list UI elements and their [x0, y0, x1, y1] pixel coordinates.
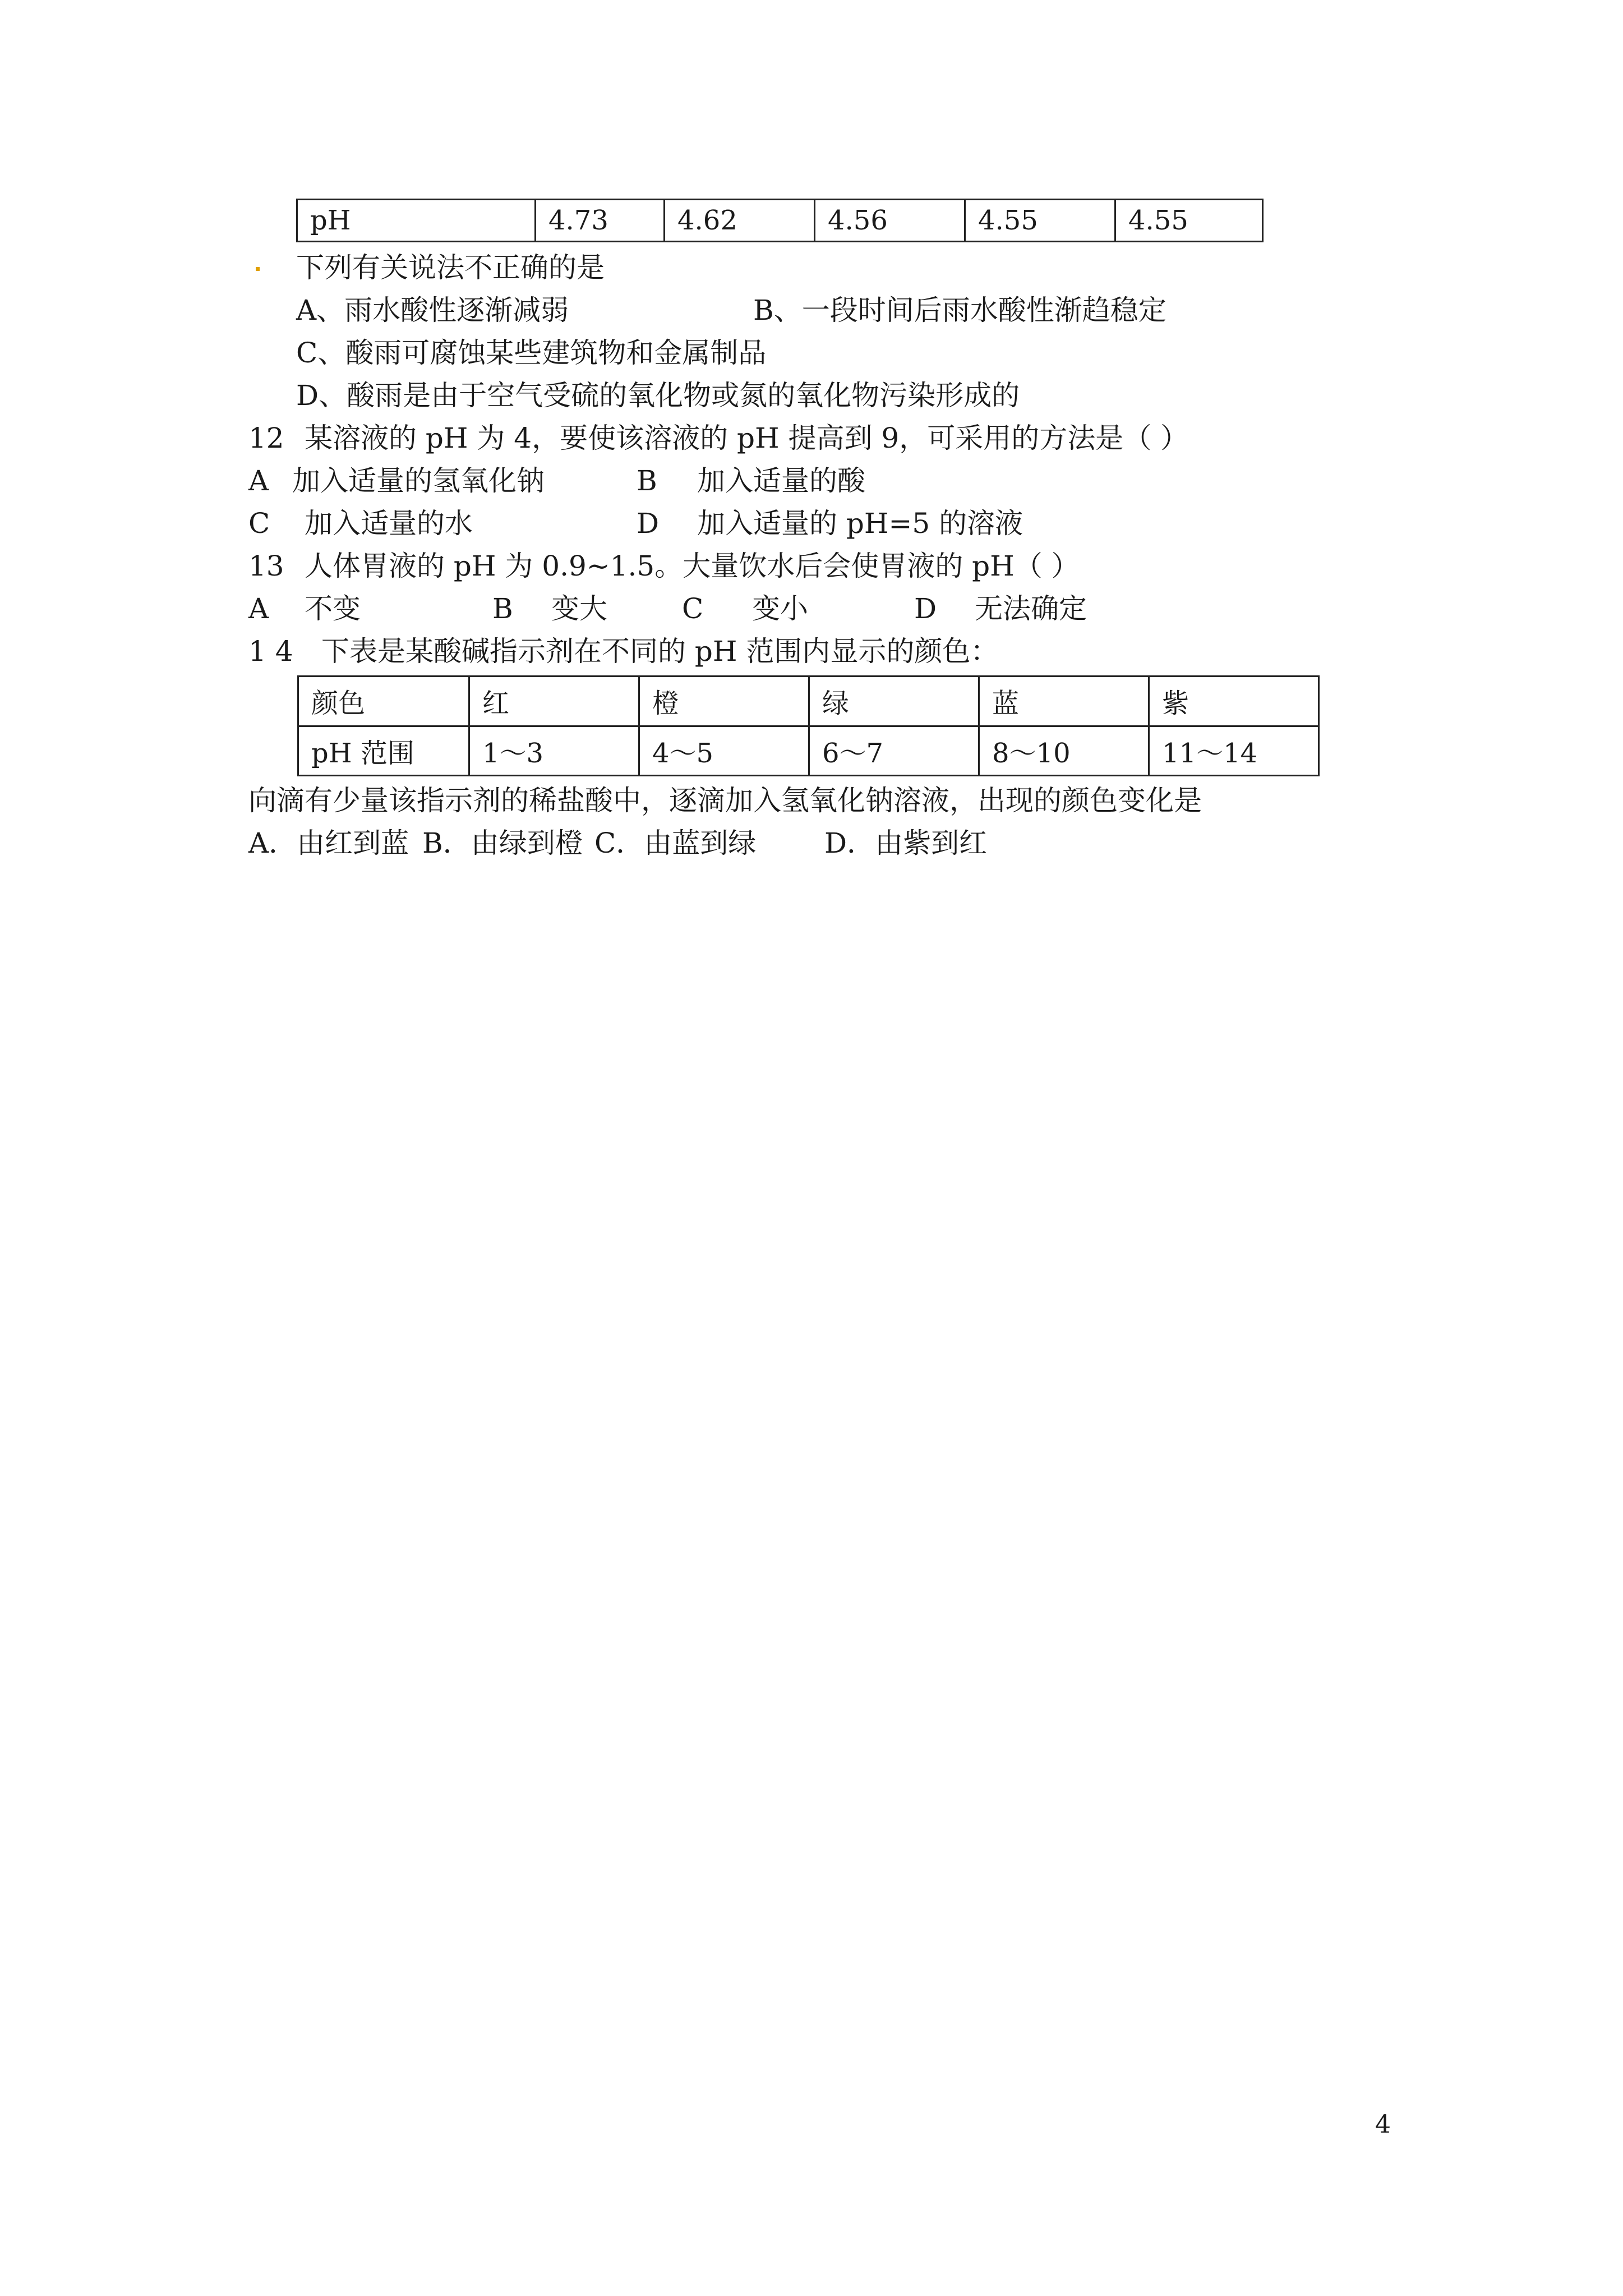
table-cell: 橙	[639, 677, 809, 726]
q11-options-ab	[296, 291, 1306, 330]
q13-options	[248, 589, 1370, 628]
option-letter: D	[637, 507, 660, 540]
question-text: 人体胃液的 pH 为 0.9~1.5。大量饮水后会使胃液的 pH（ ）	[305, 550, 1080, 582]
ph-data-table	[296, 199, 1264, 242]
q14-option-a[interactable]: A．由红到蓝	[248, 827, 409, 859]
ph-data-row	[297, 200, 1263, 242]
table-cell: 11～14	[1149, 726, 1319, 776]
question-number: 12	[248, 422, 284, 454]
ph-range-row	[298, 726, 1319, 776]
indicator-color-table	[297, 675, 1320, 776]
table-cell: 红	[469, 677, 639, 726]
table-cell: 4.62	[665, 200, 815, 242]
q14-question: 向滴有少量该指示剂的稀盐酸中，逐滴加入氢氧化钠溶液，出现的颜色变化是	[248, 784, 1202, 817]
option-letter: C	[248, 507, 270, 540]
q11-option-c[interactable]: C、酸雨可腐蚀某些建筑物和金属制品	[296, 337, 767, 369]
q12-option-a[interactable]: 加入适量的氢氧化钠	[292, 464, 545, 497]
q12-option-d[interactable]: 加入适量的 pH=5 的溶液	[697, 507, 1023, 540]
table-cell: 6～7	[809, 726, 979, 776]
table-cell: 4.55	[965, 200, 1115, 242]
table-cell: 4～5	[639, 726, 809, 776]
option-letter: D	[914, 592, 937, 625]
table-cell: 绿	[809, 677, 979, 726]
q13-option-d[interactable]: 无法确定	[975, 592, 1087, 625]
option-letter: A	[248, 464, 269, 497]
question-number: 1 4	[248, 635, 293, 668]
q12-option-b[interactable]: 加入适量的酸	[697, 464, 865, 497]
q14-option-d[interactable]: D．由紫到红	[824, 827, 988, 859]
q12-options-ab	[248, 461, 1370, 500]
q13-option-c[interactable]: 变小	[752, 592, 808, 625]
q11-option-d[interactable]: D、酸雨是由于空气受硫的氧化物或氮的氧化物污染形成的	[296, 379, 1020, 412]
q13-option-b[interactable]: 变大	[551, 592, 607, 625]
q12-options-cd	[248, 504, 1370, 543]
page-number: 4	[1375, 2110, 1391, 2139]
q11-option-b[interactable]: B、一段时间后雨水酸性渐趋稳定	[753, 294, 1166, 326]
q11-option-a[interactable]: A、雨水酸性逐渐减弱	[296, 294, 569, 326]
option-letter: B	[492, 592, 513, 625]
question-text: 某溶液的 pH 为 4，要使该溶液的 pH 提高到 9，可采用的方法是（ ）	[305, 422, 1189, 454]
option-letter: A	[248, 592, 269, 625]
q12-stem	[248, 418, 1370, 458]
table-cell: pH 范围	[298, 726, 469, 776]
margin-mark	[256, 267, 260, 271]
table-cell: 4.73	[536, 200, 665, 242]
q11-stem: 下列有关说法不正确的是	[296, 251, 605, 284]
question-text: 下表是某酸碱指示剂在不同的 pH 范围内显示的颜色：	[321, 635, 999, 668]
q14-option-b[interactable]: B．由绿到橙	[422, 827, 583, 859]
table-cell: pH	[297, 200, 536, 242]
option-letter: C	[682, 592, 704, 625]
q13-stem	[248, 546, 1370, 586]
table-cell: 颜色	[298, 677, 469, 726]
table-cell: 蓝	[979, 677, 1149, 726]
color-row	[298, 677, 1319, 726]
q14-stem	[248, 632, 1370, 671]
q14-option-c[interactable]: C．由蓝到绿	[594, 827, 757, 859]
table-cell: 4.55	[1115, 200, 1263, 242]
table-cell: 4.56	[815, 200, 965, 242]
q14-options	[248, 823, 1370, 863]
table-cell: 8～10	[979, 726, 1149, 776]
q12-option-c[interactable]: 加入适量的水	[305, 507, 473, 540]
table-cell: 紫	[1149, 677, 1319, 726]
q13-option-a[interactable]: 不变	[305, 592, 361, 625]
question-number: 13	[248, 550, 284, 582]
table-cell: 1～3	[469, 726, 639, 776]
option-letter: B	[637, 464, 657, 497]
